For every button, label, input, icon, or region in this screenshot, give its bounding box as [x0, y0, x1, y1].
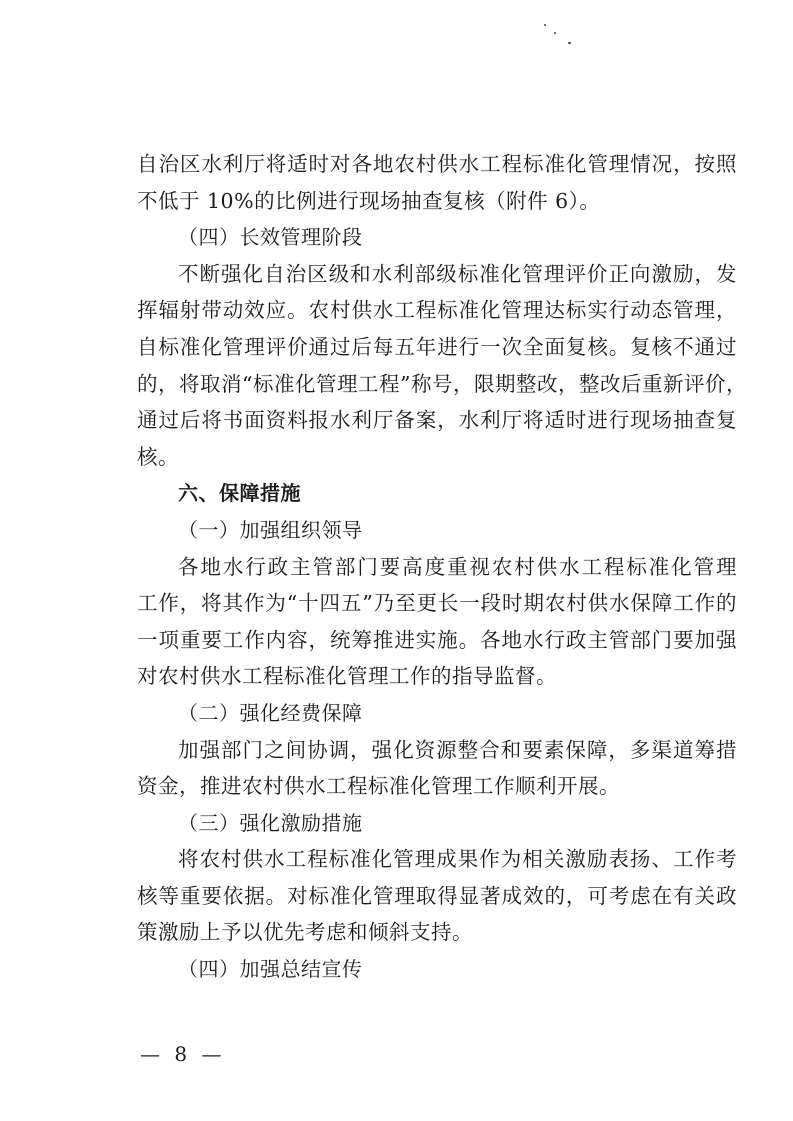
- scan-speck: [568, 42, 571, 44]
- body-line-1: 自治区水利厅将适时对各地农村供水工程标准化管理情况，按照: [137, 152, 737, 176]
- body-line-2: 不低于 10%的比例进行现场抽查复核（附件 6）。: [137, 188, 601, 213]
- body-line-21: 核等重要依据。对标准化管理取得显著成效的，可考虑在有关政: [137, 883, 737, 908]
- body-line-14: 一项重要工作内容，统筹推进实施。各地水行政主管部门要加强: [137, 627, 737, 652]
- body-line-22: 策激励上予以优先考虑和倾斜支持。: [137, 920, 473, 945]
- body-line-7: 的，将取消“标准化管理工程”称号，限期整改，整改后重新评价，: [137, 371, 747, 396]
- subsection-heading-long-term: （四）长效管理阶段: [178, 225, 363, 250]
- body-line-17: 加强部门之间协调，强化资源整合和要素保障，多渠道筹措: [178, 737, 737, 762]
- subsection-heading-funding: （二）强化经费保障: [178, 700, 363, 725]
- body-line-13: 工作，将其作为“十四五”乃至更长一段时期农村供水保障工作的: [137, 591, 737, 616]
- subsection-heading-organization: （一）加强组织领导: [178, 517, 363, 542]
- page-number: — 8 —: [140, 1042, 226, 1066]
- body-line-5: 挥辐射带动效应。农村供水工程标准化管理达标实行动态管理，: [137, 298, 737, 323]
- body-line-12: 各地水行政主管部门要高度重视农村供水工程标准化管理: [178, 554, 737, 579]
- scan-specks: [540, 18, 580, 48]
- scan-speck: [554, 32, 556, 34]
- body-line-15: 对农村供水工程标准化管理工作的指导监督。: [137, 664, 557, 689]
- body-line-8: 通过后将书面资料报水利厅备案，水利厅将适时进行现场抽查复: [137, 408, 737, 433]
- document-body: [137, 146, 747, 988]
- section-heading-safeguards: 六、保障措施: [178, 481, 301, 506]
- body-line-20: 将农村供水工程标准化管理成果作为相关激励表扬、工作考: [178, 847, 737, 872]
- subsection-heading-publicity: （四）加强总结宣传: [178, 957, 363, 982]
- body-line-6: 自标准化管理评价通过后每五年进行一次全面复核。复核不通过: [137, 334, 737, 359]
- body-line-18: 资金，推进农村供水工程标准化管理工作顺利开展。: [137, 774, 620, 799]
- scan-speck: [544, 24, 546, 26]
- body-line-4: 不断强化自治区级和水利部级标准化管理评价正向激励，发: [178, 261, 737, 286]
- body-line-9: 核。: [137, 444, 179, 469]
- subsection-heading-incentives: （三）强化激励措施: [178, 810, 363, 835]
